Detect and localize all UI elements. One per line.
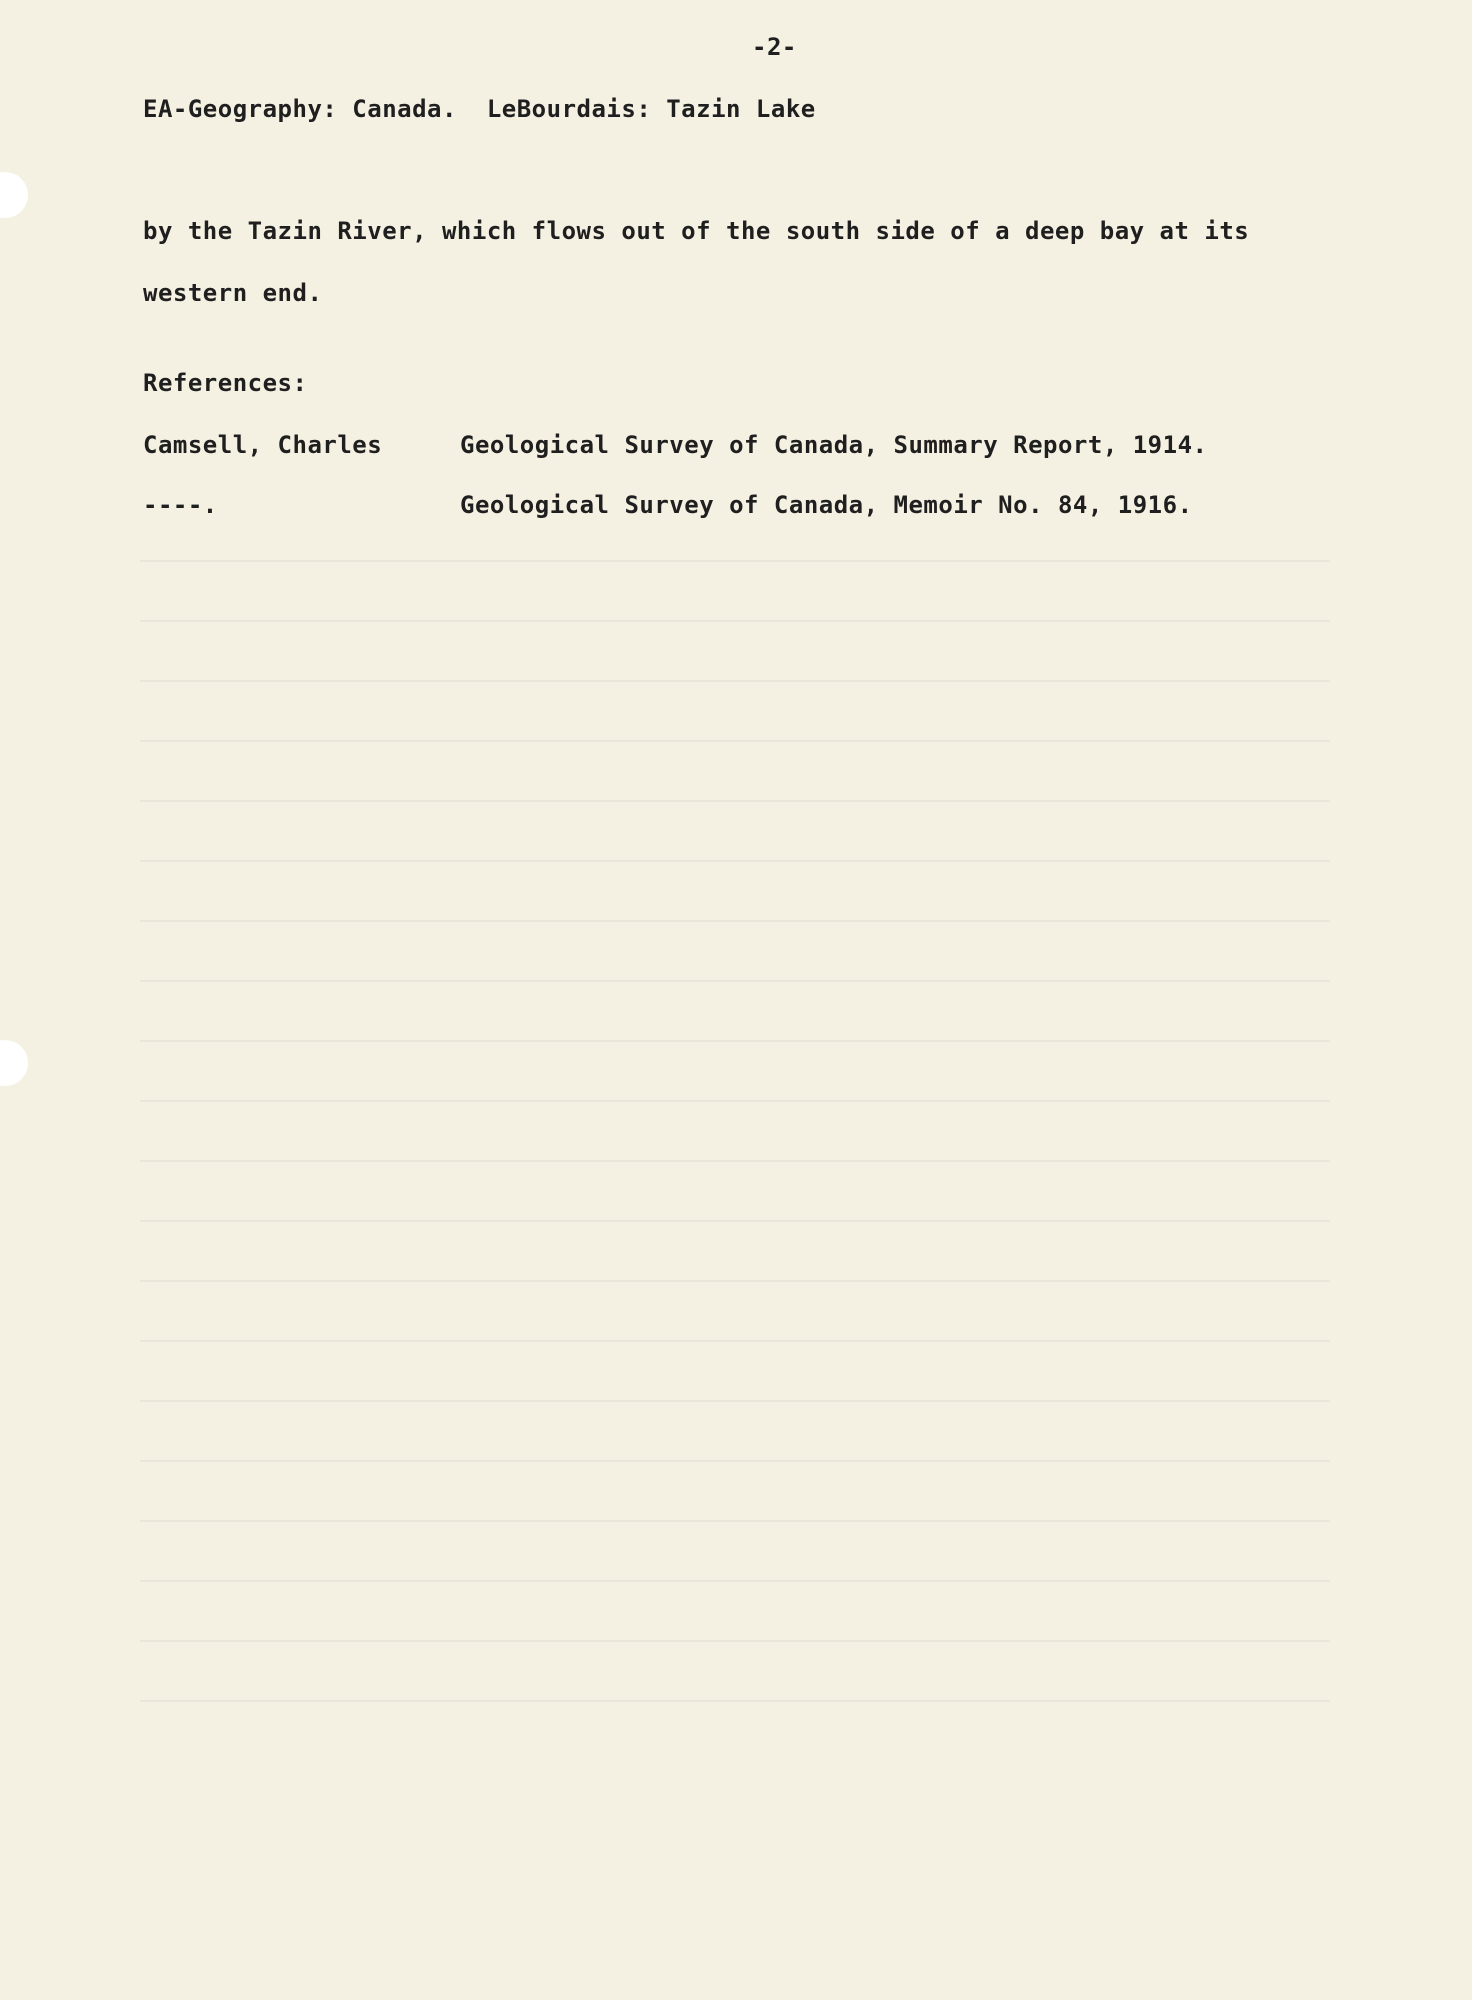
body-text-line: western end. xyxy=(143,279,323,307)
references-heading: References: xyxy=(143,369,308,397)
show-through-line xyxy=(140,1100,1330,1102)
reference-source: Geological Survey of Canada, Summary Report, 1914. xyxy=(460,431,1208,459)
show-through-line xyxy=(140,1280,1330,1282)
show-through-line xyxy=(140,680,1330,682)
show-through-line xyxy=(140,860,1330,862)
show-through-line xyxy=(140,1220,1330,1222)
show-through-line xyxy=(140,740,1330,742)
show-through-line xyxy=(140,1520,1330,1522)
punch-hole xyxy=(0,1040,28,1086)
show-through-line xyxy=(140,1580,1330,1582)
show-through-line xyxy=(140,980,1330,982)
body-text-line: by the Tazin River, which flows out of the south side of a deep bay at its xyxy=(143,217,1250,245)
reference-source: Geological Survey of Canada, Memoir No. 84, 1916. xyxy=(460,491,1193,519)
show-through-line xyxy=(140,800,1330,802)
show-through-line xyxy=(140,1160,1330,1162)
show-through-line xyxy=(140,1700,1330,1702)
page-number: -2- xyxy=(752,33,797,61)
reference-author: Camsell, Charles xyxy=(143,431,383,459)
show-through-line xyxy=(140,560,1330,562)
show-through-line xyxy=(140,1400,1330,1402)
show-through-line xyxy=(140,1040,1330,1042)
show-through-line xyxy=(140,620,1330,622)
show-through-line xyxy=(140,1340,1330,1342)
show-through-line xyxy=(140,1640,1330,1642)
page-heading: EA-Geography: Canada. LeBourdais: Tazin Lake xyxy=(143,95,816,123)
reference-author: ----. xyxy=(143,491,218,519)
punch-hole xyxy=(0,172,28,218)
show-through-line xyxy=(140,920,1330,922)
show-through-line xyxy=(140,1460,1330,1462)
